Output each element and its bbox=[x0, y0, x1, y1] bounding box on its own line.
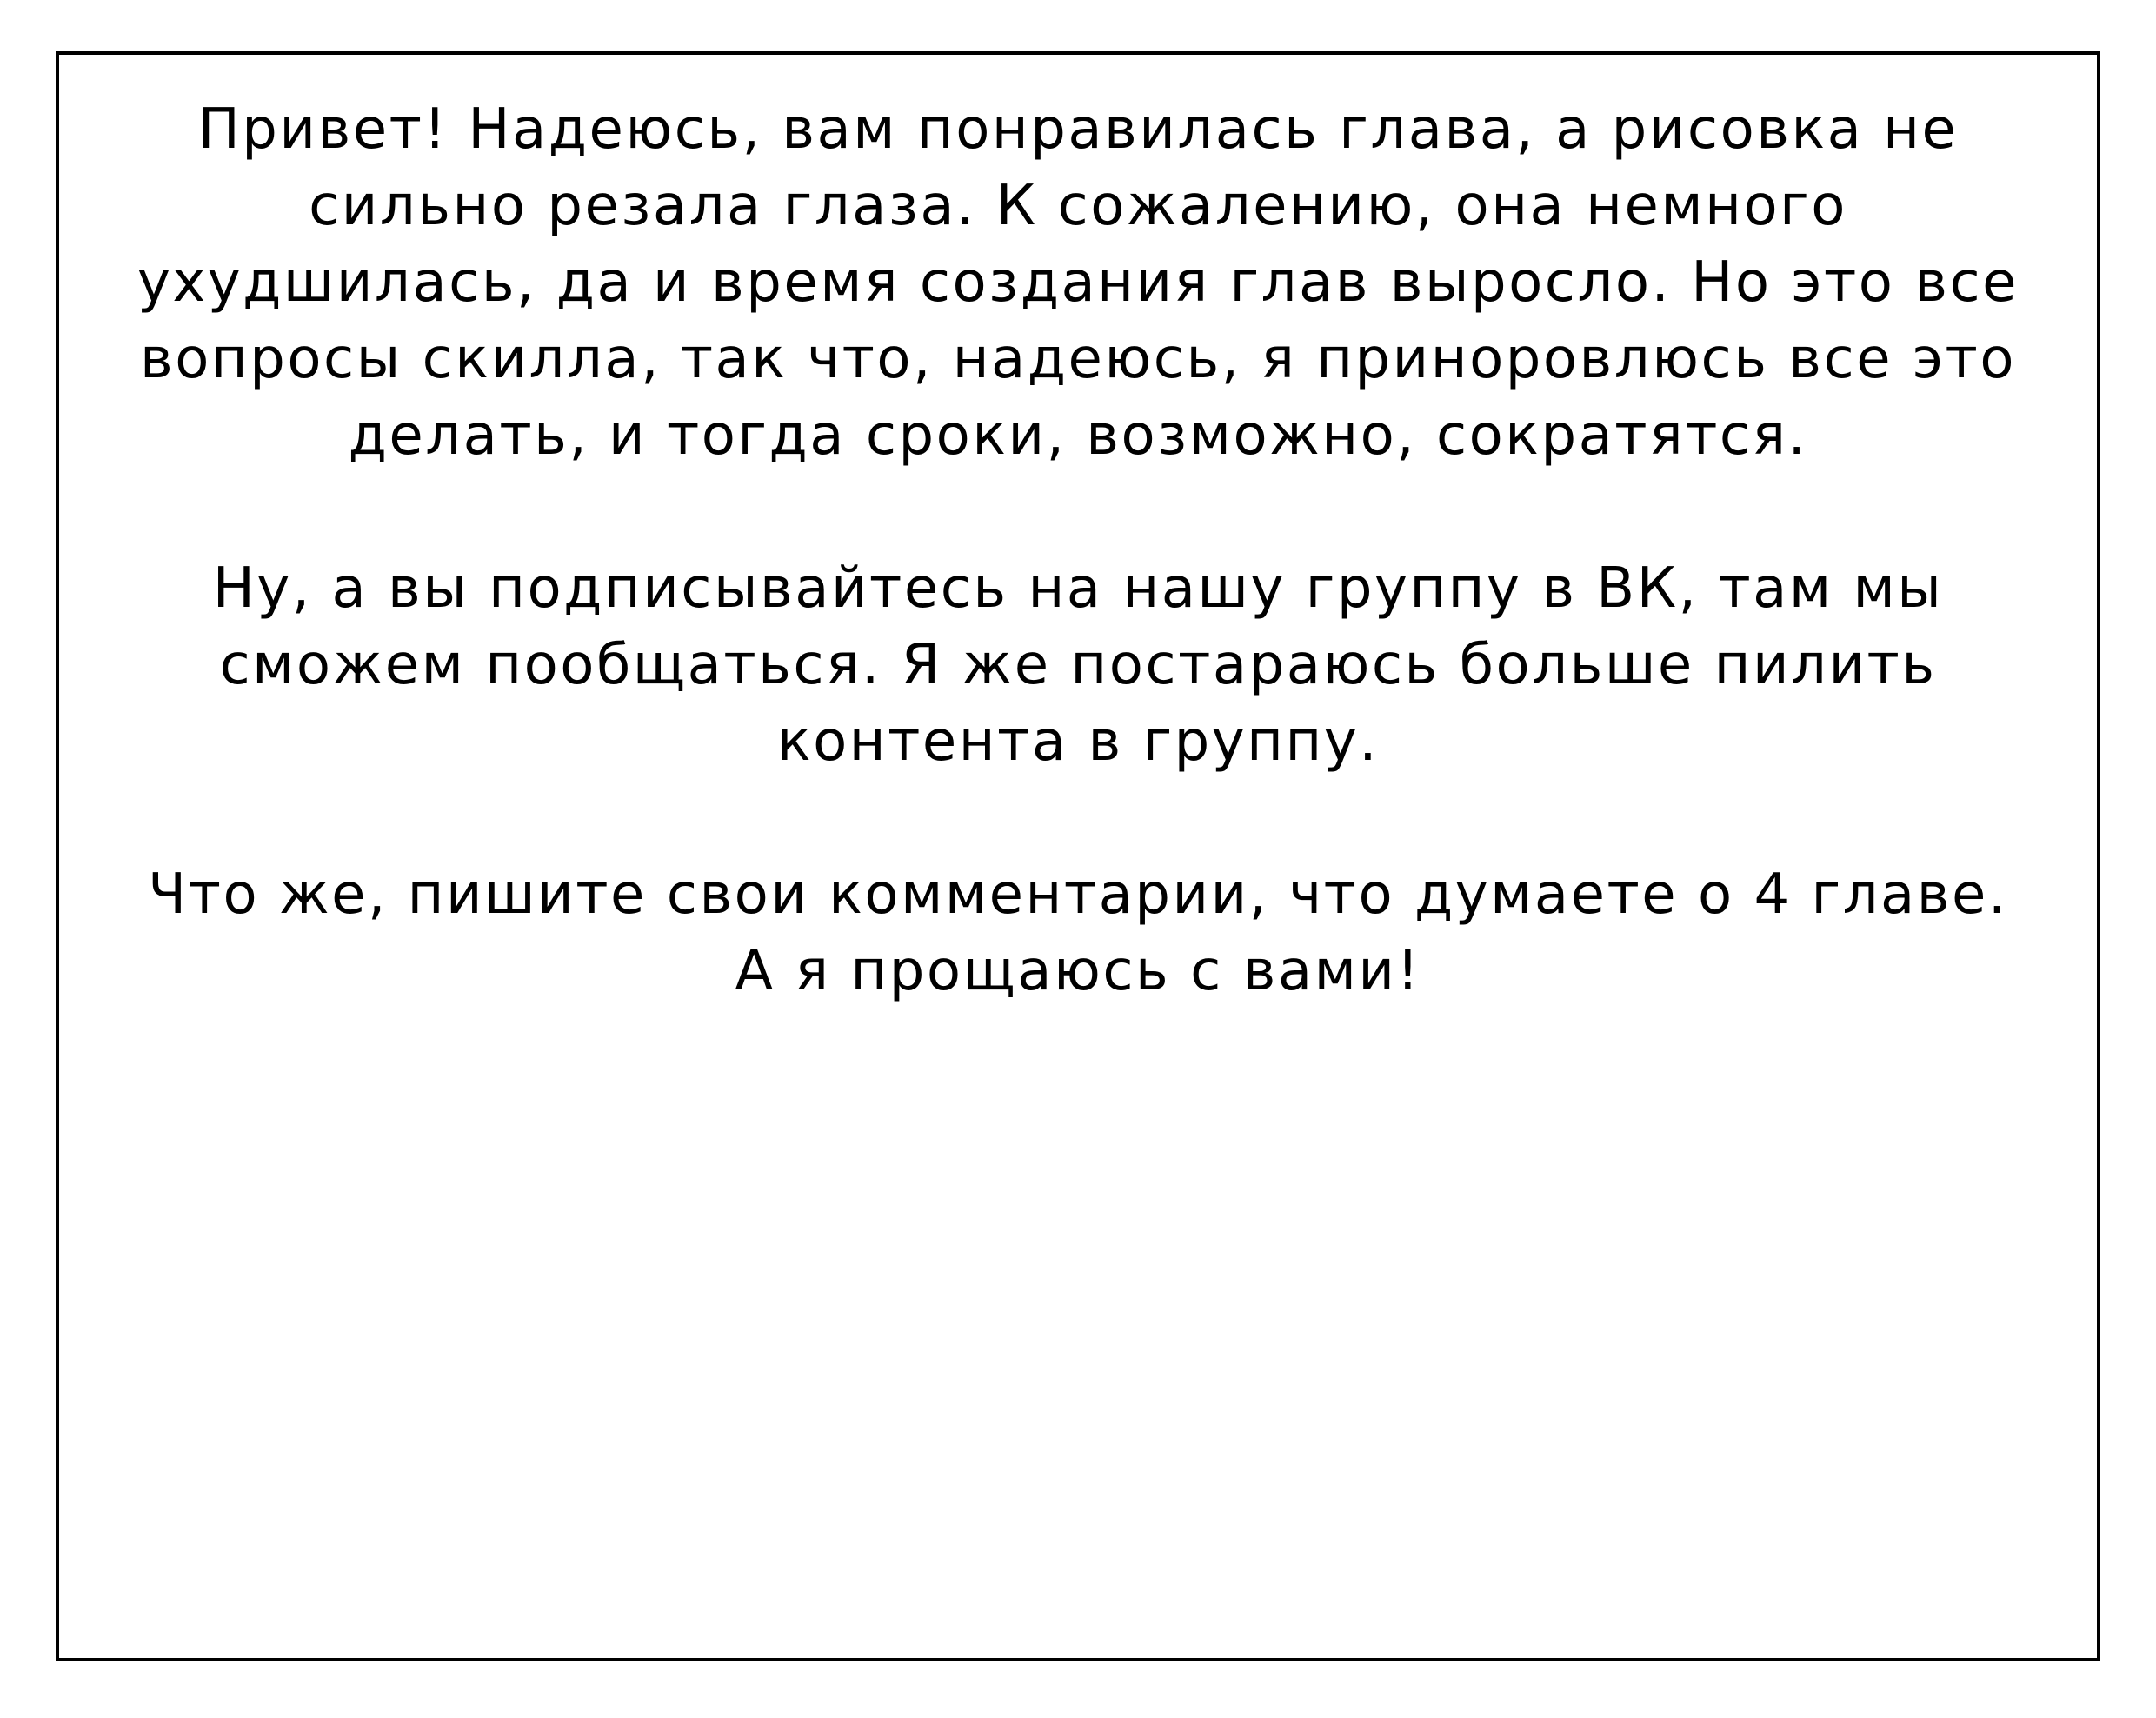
text-panel-frame bbox=[56, 51, 2100, 1661]
text-line: ухудшилась, да и время создания глав выросло. Но это все bbox=[136, 250, 2020, 315]
paragraph-subscribe bbox=[59, 550, 2097, 780]
text-block bbox=[59, 91, 2097, 1086]
paragraph-farewell bbox=[59, 856, 2097, 1009]
text-line: делать, и тогда сроки, возможно, сократятся. bbox=[348, 403, 1808, 468]
text-line: А я прощаюсь с вами! bbox=[735, 939, 1421, 1003]
text-line: контента в группу. bbox=[776, 709, 1380, 774]
text-line: вопросы скилла, так что, надеюсь, я приноровлюсь все это bbox=[140, 327, 2016, 391]
text-line: сможем пообщаться. Я же постараюсь больше пилить bbox=[219, 633, 1937, 697]
text-line: Ну, а вы подписывайтесь на нашу группу в ВК, там мы bbox=[212, 556, 1944, 621]
text-line: Привет! Надеюсь, вам понравилась глава, а рисовка не bbox=[197, 97, 1959, 162]
text-line: Что же, пишите свои комментарии, что думаете о 4 главе. bbox=[148, 862, 2008, 927]
paragraph-greeting bbox=[59, 91, 2097, 474]
text-line: сильно резала глаза. К сожалению, она немного bbox=[309, 174, 1847, 238]
